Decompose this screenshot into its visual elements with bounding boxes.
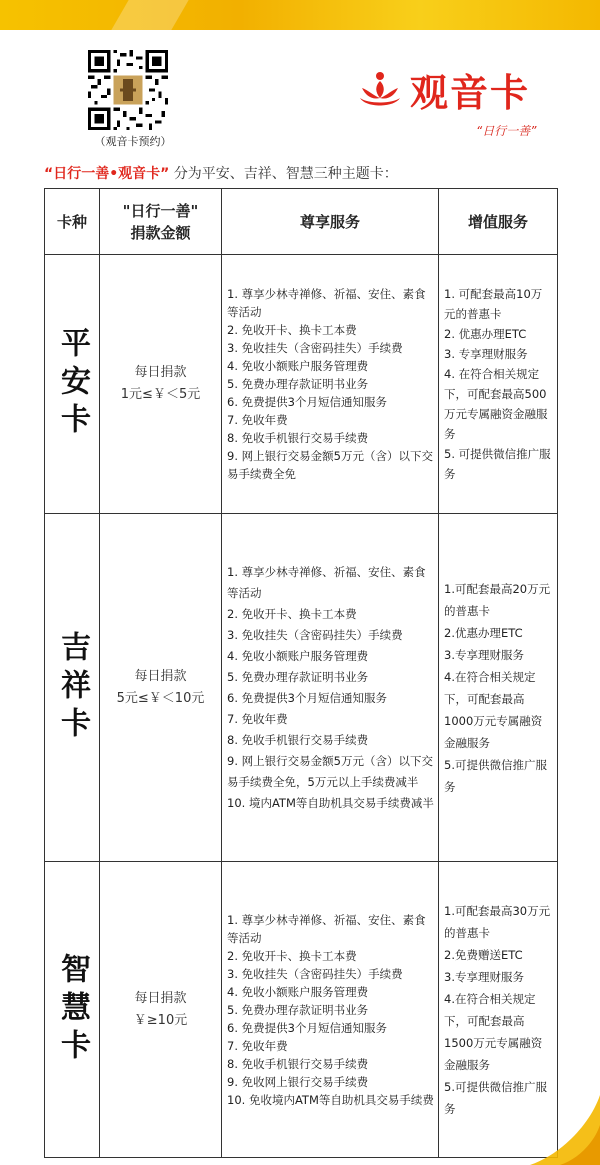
card-name: 智慧卡 <box>55 952 90 1067</box>
donation-cell <box>100 514 222 862</box>
value-item: 2.免费赠送ETC <box>444 947 523 962</box>
header-card-type: 卡种 <box>45 189 100 255</box>
service-item: 1. 尊享少林寺禅修、祈福、安住、素食等活动 <box>227 564 426 600</box>
intro-rest: 分为平安、吉祥、智慧三种主题卡： <box>173 166 398 182</box>
donation-range: 5元≤￥＜10元 <box>116 690 205 706</box>
value-item: 4. 在符合相关规定下，可配套最高500万元专属融资金融服务 <box>444 367 548 441</box>
header-donation <box>100 189 222 255</box>
service-item: 5. 免费办理存款证明书业务 <box>227 377 369 391</box>
service-item: 8. 免收手机银行交易手续费 <box>227 431 369 445</box>
brand-name: 观音卡 <box>410 71 531 115</box>
table-header-row <box>45 189 558 255</box>
service-item: 4. 免收小额账户服务管理费 <box>227 984 369 999</box>
service-item: 4. 免收小额账户服务管理费 <box>227 359 369 373</box>
service-item: 5. 免费办理存款证明书业务 <box>227 669 369 684</box>
service-item: 10. 免收境内ATM等自助机具交易手续费 <box>227 1092 434 1107</box>
service-item: 10. 境内ATM等自助机具交易手续费减半 <box>227 795 434 810</box>
service-item: 3. 免收挂失（含密码挂失）手续费 <box>227 627 403 642</box>
service-item: 6. 免费提供3个月短信通知服务 <box>227 395 387 409</box>
intro-text <box>44 163 398 183</box>
table-row <box>45 862 558 1158</box>
service-item: 9. 网上银行交易金额5万元（含）以下交易手续费全免 <box>227 449 433 481</box>
service-item: 2. 免收开卡、换卡工本费 <box>227 948 357 963</box>
header-services: 尊享服务 <box>222 189 439 255</box>
service-item: 6. 免费提供3个月短信通知服务 <box>227 1020 387 1035</box>
service-item: 2. 免收开卡、换卡工本费 <box>227 323 357 337</box>
service-item: 9. 免收网上银行交易手续费 <box>227 1074 369 1089</box>
top-banner-bar <box>0 0 600 30</box>
card-comparison-table <box>44 188 558 1158</box>
value-item: 3. 专享理财服务 <box>444 347 528 361</box>
header-value-added: 增值服务 <box>439 189 558 255</box>
lotus-meditation-icon <box>358 68 402 112</box>
value-item: 1. 可配套最高10万元的普惠卡 <box>444 287 543 321</box>
service-item: 1. 尊享少林寺禅修、祈福、安住、素食等活动 <box>227 287 426 319</box>
service-item: 1. 尊享少林寺禅修、祈福、安住、素食等活动 <box>227 912 426 945</box>
qr-caption: （观音卡预约） <box>94 135 172 148</box>
card-name: 吉祥卡 <box>55 630 90 745</box>
value-item: 4.在符合相关规定下，可配套最高1500万元专属融资金融服务 <box>444 991 543 1072</box>
service-item: 3. 免收挂失（含密码挂失）手续费 <box>227 966 403 981</box>
value-item: 5.可提供微信推广服务 <box>444 757 547 794</box>
service-item: 8. 免收手机银行交易手续费 <box>227 1056 369 1071</box>
value-item: 2. 优惠办理ETC <box>444 327 527 341</box>
card-name: 平安卡 <box>55 327 90 441</box>
value-item: 2.优惠办理ETC <box>444 625 523 640</box>
value-item: 3.专享理财服务 <box>444 969 524 984</box>
value-item: 1.可配套最高30万元的普惠卡 <box>444 903 551 940</box>
service-item: 7. 免收年费 <box>227 413 288 427</box>
services-cell <box>222 862 439 1158</box>
donation-label: 每日捐款 <box>134 365 187 380</box>
services-cell <box>222 255 439 514</box>
donation-label: 每日捐款 <box>134 990 187 1006</box>
donation-label: 每日捐款 <box>134 668 187 684</box>
donation-cell <box>100 255 222 514</box>
value-added-cell <box>439 514 558 862</box>
service-item: 7. 免收年费 <box>227 1038 288 1053</box>
table-row <box>45 255 558 514</box>
service-item: 2. 免收开卡、换卡工本费 <box>227 606 357 621</box>
service-item: 7. 免收年费 <box>227 711 288 726</box>
donation-range: ￥≥10元 <box>133 1012 188 1028</box>
header-donation-line2: 捐款金额 <box>130 223 191 242</box>
service-item: 6. 免费提供3个月短信通知服务 <box>227 690 387 705</box>
card-name-cell <box>45 255 100 514</box>
value-item: 5. 可提供微信推广服务 <box>444 447 551 481</box>
decorative-corner <box>520 1085 600 1165</box>
service-item: 8. 免收手机银行交易手续费 <box>227 732 369 747</box>
value-added-cell <box>439 255 558 514</box>
brand-slogan: “日行一善” <box>476 124 537 138</box>
qr-code-icon[interactable] <box>88 50 168 130</box>
card-name-cell <box>45 514 100 862</box>
value-item: 1.可配套最高20万元的普惠卡 <box>444 581 551 618</box>
header-donation-line1: "日行一善" <box>122 201 199 220</box>
donation-range: 1元≤￥＜5元 <box>120 387 201 402</box>
service-item: 4. 免收小额账户服务管理费 <box>227 648 369 663</box>
value-item: 4.在符合相关规定下，可配套最高1000万元专属融资金融服务 <box>444 669 543 750</box>
card-name-cell <box>45 862 100 1158</box>
service-item: 3. 免收挂失（含密码挂失）手续费 <box>227 341 403 355</box>
intro-highlight: “日行一善•观音卡” <box>44 166 170 182</box>
value-item: 3.专享理财服务 <box>444 647 524 662</box>
service-item: 5. 免费办理存款证明书业务 <box>227 1002 369 1017</box>
services-cell <box>222 514 439 862</box>
value-item: 5.可提供微信推广服务 <box>444 1079 547 1116</box>
donation-cell <box>100 862 222 1158</box>
table-row <box>45 514 558 862</box>
service-item: 9. 网上银行交易金额5万元（含）以下交易手续费全免，5万元以上手续费减半 <box>227 753 433 789</box>
